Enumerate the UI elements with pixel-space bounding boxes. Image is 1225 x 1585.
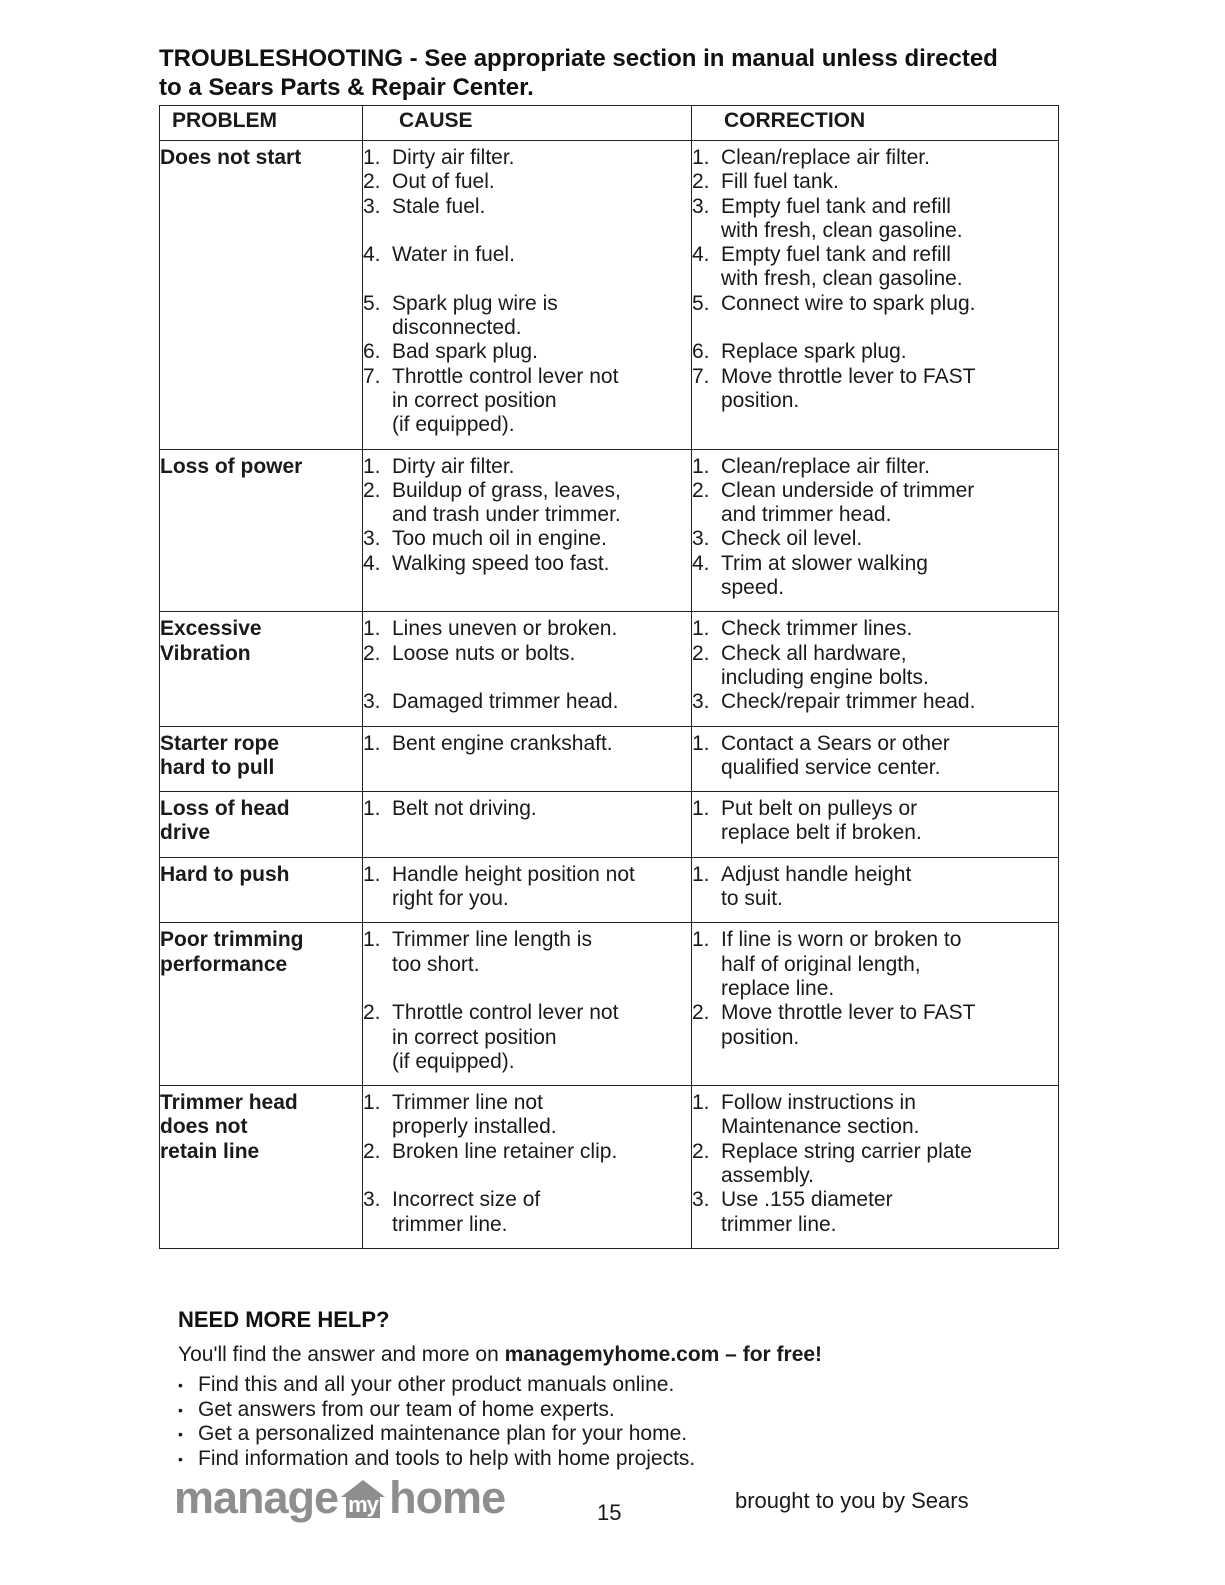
item-line: properly installed. xyxy=(392,1115,557,1139)
item-text xyxy=(721,732,1058,781)
item-line: If line is worn or broken to xyxy=(721,928,962,952)
item-line: Lines uneven or broken. xyxy=(392,617,618,641)
list-item xyxy=(363,195,691,219)
item-line: right for you. xyxy=(392,887,509,911)
item-text xyxy=(721,1140,1058,1189)
item-line: Throttle control lever not xyxy=(392,364,619,388)
item-text xyxy=(392,1140,691,1164)
item-number: 4. xyxy=(692,551,710,575)
item-line: too short. xyxy=(392,952,480,976)
spacer xyxy=(363,666,691,690)
item-number: 2. xyxy=(363,1001,381,1025)
item-number: 2. xyxy=(692,478,710,502)
item-line: assembly. xyxy=(721,1163,814,1187)
item-text xyxy=(721,365,1058,414)
item-number: 3. xyxy=(692,527,710,551)
problem-cell xyxy=(160,923,363,1086)
item-number: 3. xyxy=(363,194,381,218)
item-text xyxy=(721,527,1058,551)
item-text xyxy=(392,732,691,756)
correction-cell xyxy=(692,449,1059,612)
item-number: 3. xyxy=(692,1188,710,1212)
item-line: Check/repair trimmer head. xyxy=(721,690,976,714)
item-line: Replace spark plug. xyxy=(721,340,907,364)
item-line: Connect wire to spark plug. xyxy=(721,291,976,315)
item-line: Water in fuel. xyxy=(392,243,515,267)
item-line: Maintenance section. xyxy=(721,1115,920,1139)
item-number: 6. xyxy=(692,340,710,364)
item-number: 1. xyxy=(692,146,710,169)
item-number: 3. xyxy=(363,690,381,714)
item-line: with fresh, clean gasoline. xyxy=(721,218,963,242)
correction-cell xyxy=(692,1086,1059,1249)
item-line: position. xyxy=(721,388,800,412)
cause-cell xyxy=(363,726,692,792)
item-text xyxy=(392,365,691,438)
item-text xyxy=(721,552,1058,601)
item-number: 3. xyxy=(692,194,710,218)
item-number: 4. xyxy=(363,243,381,267)
cause-cell xyxy=(363,792,692,858)
list-item xyxy=(363,797,691,821)
list-item xyxy=(692,617,1058,641)
correction-cell xyxy=(692,726,1059,792)
item-line: Bent engine crankshaft. xyxy=(392,731,613,755)
item-text xyxy=(721,479,1058,528)
item-line: trimmer line. xyxy=(721,1212,837,1236)
page-title xyxy=(159,44,1079,102)
list-item xyxy=(692,195,1058,244)
item-line: half of original length, xyxy=(721,952,921,976)
title-line-1: TROUBLESHOOTING - See appropriate section in manual unless directed xyxy=(159,45,998,72)
correction-cell xyxy=(692,923,1059,1086)
spacer xyxy=(363,1164,691,1188)
correction-cell xyxy=(692,857,1059,923)
item-number: 1. xyxy=(692,454,710,478)
list-item xyxy=(178,1447,1058,1472)
item-text xyxy=(721,455,1058,479)
spacer xyxy=(363,977,691,1001)
list-item xyxy=(692,1001,1058,1050)
header-correction: CORRECTION xyxy=(692,106,1059,141)
list-item xyxy=(692,455,1058,479)
logo-text-home: home xyxy=(389,1472,506,1523)
item-line: speed. xyxy=(721,576,785,600)
help-intro-text: You'll find the answer and more on xyxy=(178,1343,505,1366)
item-line: with fresh, clean gasoline. xyxy=(721,267,963,291)
item-text xyxy=(721,642,1058,691)
cause-cell xyxy=(363,449,692,612)
item-text xyxy=(721,243,1058,292)
bullet-text: Find this and all your other product manuals online. xyxy=(198,1373,675,1396)
item-line: in correct position xyxy=(392,388,557,412)
item-line: Loose nuts or bolts. xyxy=(392,641,576,665)
item-text xyxy=(721,146,1058,170)
item-line: Incorrect size of xyxy=(392,1188,541,1212)
list-item xyxy=(692,243,1058,292)
list-item xyxy=(363,1091,691,1140)
bullet-text: Find information and tools to help with home projects. xyxy=(198,1446,696,1470)
table-row xyxy=(160,141,1059,450)
item-line: Contact a Sears or other xyxy=(721,731,950,755)
item-line: in correct position xyxy=(392,1025,557,1049)
list-item xyxy=(692,365,1058,414)
item-line: Damaged trimmer head. xyxy=(392,690,619,714)
correction-cell xyxy=(692,792,1059,858)
item-text xyxy=(392,455,691,479)
table-row xyxy=(160,857,1059,923)
list-item xyxy=(692,340,1058,364)
item-number: 1. xyxy=(363,1091,381,1115)
item-line: Buildup of grass, leaves, xyxy=(392,478,621,502)
problem-line: Hard to push xyxy=(160,862,290,886)
item-text xyxy=(721,340,1058,364)
item-text xyxy=(392,1001,691,1074)
correction-cell xyxy=(692,612,1059,726)
list-item xyxy=(692,928,1058,1001)
item-number: 3. xyxy=(363,1188,381,1212)
item-line: Trimmer line not xyxy=(392,1091,543,1115)
table-row xyxy=(160,449,1059,612)
list-item xyxy=(363,617,691,641)
item-text xyxy=(392,642,691,666)
item-number: 1. xyxy=(363,454,381,478)
item-text xyxy=(721,690,1058,714)
item-line: Too much oil in engine. xyxy=(392,527,607,551)
page-number: 15 xyxy=(597,1500,622,1525)
cause-cell xyxy=(363,1086,692,1249)
list-item xyxy=(363,243,691,267)
item-text xyxy=(392,617,691,641)
item-number: 5. xyxy=(363,291,381,315)
list-item xyxy=(692,1188,1058,1237)
bullet-text: Get a personalized maintenance plan for your home. xyxy=(198,1422,688,1445)
table-row xyxy=(160,612,1059,726)
problem-line: Loss of head xyxy=(160,797,290,821)
item-number: 3. xyxy=(363,527,381,551)
table-row xyxy=(160,726,1059,792)
item-text xyxy=(392,690,691,714)
item-line: Replace string carrier plate xyxy=(721,1139,972,1163)
item-number: 1. xyxy=(692,1091,710,1115)
item-line: (if equipped). xyxy=(392,413,515,437)
item-line: trimmer line. xyxy=(392,1212,508,1236)
item-text xyxy=(392,170,691,194)
item-line: Trim at slower walking xyxy=(721,551,928,575)
problem-line: hard to pull xyxy=(160,755,275,779)
item-text xyxy=(392,243,691,267)
item-line: Clean/replace air filter. xyxy=(721,454,930,478)
list-item xyxy=(363,1001,691,1074)
list-item xyxy=(692,690,1058,714)
problem-line: Vibration xyxy=(160,641,251,665)
list-item xyxy=(692,797,1058,846)
item-line: Check trimmer lines. xyxy=(721,617,913,641)
item-number: 1. xyxy=(363,617,381,641)
problem-cell xyxy=(160,857,363,923)
problem-line: Loss of power xyxy=(160,454,303,478)
byline: brought to you by Sears xyxy=(735,1488,969,1513)
item-line: replace belt if broken. xyxy=(721,821,922,845)
item-line: (if equipped). xyxy=(392,1049,515,1073)
item-line: Belt not driving. xyxy=(392,797,537,821)
table-body xyxy=(160,141,1059,1249)
item-line: Check oil level. xyxy=(721,527,863,551)
list-item xyxy=(363,1188,691,1237)
help-bullet-list xyxy=(178,1373,1058,1471)
item-line: Walking speed too fast. xyxy=(392,551,610,575)
spacer xyxy=(692,316,1058,340)
item-line: Handle height position not xyxy=(392,862,635,886)
item-number: 2. xyxy=(363,478,381,502)
item-line: Move throttle lever to FAST xyxy=(721,364,976,388)
item-number: 4. xyxy=(363,551,381,575)
problem-cell xyxy=(160,792,363,858)
item-number: 2. xyxy=(363,641,381,665)
list-item xyxy=(692,146,1058,170)
item-number: 1. xyxy=(363,731,381,755)
item-text xyxy=(392,1091,691,1140)
problem-cell xyxy=(160,612,363,726)
item-text xyxy=(392,527,691,551)
item-line: and trash under trimmer. xyxy=(392,503,621,527)
item-text xyxy=(392,863,691,912)
house-icon xyxy=(340,1479,386,1519)
problem-line: retain line xyxy=(160,1139,260,1163)
problem-line: does not xyxy=(160,1115,248,1139)
item-number: 2. xyxy=(692,1001,710,1025)
help-title: NEED MORE HELP? xyxy=(178,1307,390,1332)
logo-text-manage: manage xyxy=(174,1472,339,1523)
list-item xyxy=(692,527,1058,551)
list-item xyxy=(363,455,691,479)
bullet-text: Get answers from our team of home experts. xyxy=(198,1397,615,1421)
list-item xyxy=(363,170,691,194)
list-item xyxy=(692,552,1058,601)
item-line: Use .155 diameter xyxy=(721,1188,893,1212)
problem-line: Excessive xyxy=(160,617,262,641)
list-item xyxy=(363,552,691,576)
item-number: 3. xyxy=(692,690,710,714)
item-text xyxy=(392,797,691,821)
item-number: 5. xyxy=(692,291,710,315)
item-line: Clean underside of trimmer xyxy=(721,478,975,502)
item-text xyxy=(392,552,691,576)
list-item xyxy=(363,732,691,756)
header-cause: CAUSE xyxy=(363,106,692,141)
item-line: to suit. xyxy=(721,887,783,911)
header-problem: PROBLEM xyxy=(160,106,363,141)
item-text xyxy=(721,797,1058,846)
item-line: Throttle control lever not xyxy=(392,1001,619,1025)
spacer xyxy=(363,219,691,243)
item-text xyxy=(721,292,1058,316)
list-item xyxy=(363,863,691,912)
item-line: Stale fuel. xyxy=(392,194,486,218)
item-line: Bad spark plug. xyxy=(392,340,538,364)
problem-line: Does not start xyxy=(160,146,302,169)
item-line: Trimmer line length is xyxy=(392,928,592,952)
problem-line: performance xyxy=(160,952,288,976)
item-text xyxy=(392,195,691,219)
item-number: 2. xyxy=(692,170,710,194)
item-text xyxy=(721,1091,1058,1140)
item-number: 4. xyxy=(692,243,710,267)
problem-cell xyxy=(160,449,363,612)
item-text xyxy=(721,863,1058,912)
item-number: 7. xyxy=(692,364,710,388)
problem-cell xyxy=(160,726,363,792)
item-text xyxy=(392,1188,691,1237)
list-item xyxy=(692,479,1058,528)
item-text xyxy=(721,170,1058,194)
list-item xyxy=(692,1140,1058,1189)
table-header-row xyxy=(160,106,1059,141)
item-line: disconnected. xyxy=(392,316,522,340)
bullet-icon: • xyxy=(178,1450,183,1467)
bullet-icon: • xyxy=(178,1377,183,1393)
list-item xyxy=(692,732,1058,781)
problem-line: drive xyxy=(160,821,211,845)
cause-cell xyxy=(363,857,692,923)
item-line: qualified service center. xyxy=(721,755,941,779)
help-intro-link: managemyhome.com – for free! xyxy=(504,1343,823,1366)
item-number: 7. xyxy=(363,364,381,388)
item-number: 1. xyxy=(363,928,381,952)
item-number: 2. xyxy=(363,170,381,194)
item-line: Spark plug wire is xyxy=(392,291,558,315)
list-item xyxy=(178,1373,1058,1398)
list-item xyxy=(692,292,1058,316)
item-line: Follow instructions in xyxy=(721,1091,916,1115)
table-row xyxy=(160,1086,1059,1249)
item-number: 1. xyxy=(692,797,710,821)
table-row xyxy=(160,792,1059,858)
item-number: 1. xyxy=(363,862,381,886)
item-text xyxy=(721,1001,1058,1050)
item-line: Fill fuel tank. xyxy=(721,170,839,194)
item-line: Empty fuel tank and refill xyxy=(721,243,951,267)
logo-text-my: my xyxy=(348,1492,378,1517)
item-number: 2. xyxy=(692,641,710,665)
item-line: Adjust handle height xyxy=(721,862,912,886)
item-number: 6. xyxy=(363,340,381,364)
item-line: and trimmer head. xyxy=(721,503,892,527)
cause-cell xyxy=(363,612,692,726)
item-text xyxy=(721,1188,1058,1237)
item-text xyxy=(721,928,1058,1001)
list-item xyxy=(363,690,691,714)
item-line: Put belt on pulleys or xyxy=(721,797,918,821)
title-line-2: to a Sears Parts & Repair Center. xyxy=(159,74,534,101)
item-text xyxy=(721,195,1058,244)
need-more-help-section xyxy=(178,1307,1058,1471)
list-item xyxy=(363,292,691,341)
item-number: 1. xyxy=(692,731,710,755)
problem-cell xyxy=(160,1086,363,1249)
item-line: Check all hardware, xyxy=(721,641,907,665)
problem-line: Starter rope xyxy=(160,731,280,755)
list-item xyxy=(363,928,691,977)
item-text xyxy=(392,928,691,977)
list-item xyxy=(363,479,691,528)
list-item xyxy=(692,1091,1058,1140)
item-line: position. xyxy=(721,1025,800,1049)
troubleshooting-table xyxy=(159,105,1059,1249)
list-item xyxy=(363,527,691,551)
list-item xyxy=(692,863,1058,912)
list-item xyxy=(363,340,691,364)
list-item xyxy=(692,170,1058,194)
item-text xyxy=(721,617,1058,641)
managemyhome-logo xyxy=(174,1472,505,1524)
item-number: 1. xyxy=(363,146,381,169)
correction-cell xyxy=(692,141,1059,450)
bullet-icon: • xyxy=(178,1401,183,1418)
item-number: 2. xyxy=(363,1139,381,1163)
item-line: Dirty air filter. xyxy=(392,146,515,169)
item-line: Dirty air filter. xyxy=(392,454,515,478)
item-text xyxy=(392,146,691,170)
bullet-icon: • xyxy=(178,1426,183,1442)
item-number: 2. xyxy=(692,1139,710,1163)
item-line: replace line. xyxy=(721,976,835,1000)
table-row xyxy=(160,923,1059,1086)
item-line: Out of fuel. xyxy=(392,170,495,194)
list-item xyxy=(692,642,1058,691)
item-line: Move throttle lever to FAST xyxy=(721,1001,976,1025)
problem-line: Trimmer head xyxy=(160,1091,298,1115)
item-number: 1. xyxy=(692,862,710,886)
list-item xyxy=(178,1398,1058,1423)
item-line: Empty fuel tank and refill xyxy=(721,194,951,218)
problem-cell xyxy=(160,141,363,450)
item-line: including engine bolts. xyxy=(721,665,929,689)
list-item xyxy=(363,365,691,438)
cause-cell xyxy=(363,141,692,450)
item-text xyxy=(392,292,691,341)
list-item xyxy=(363,146,691,170)
item-number: 1. xyxy=(692,928,710,952)
item-text xyxy=(392,479,691,528)
spacer xyxy=(363,267,691,291)
problem-line: Poor trimming xyxy=(160,928,304,952)
item-number: 1. xyxy=(692,617,710,641)
item-text xyxy=(392,340,691,364)
help-intro xyxy=(178,1342,1058,1368)
list-item xyxy=(363,1140,691,1164)
cause-cell xyxy=(363,923,692,1086)
item-line: Clean/replace air filter. xyxy=(721,146,930,169)
list-item xyxy=(178,1422,1058,1447)
item-number: 1. xyxy=(363,797,381,821)
list-item xyxy=(363,642,691,666)
item-line: Broken line retainer clip. xyxy=(392,1139,618,1163)
